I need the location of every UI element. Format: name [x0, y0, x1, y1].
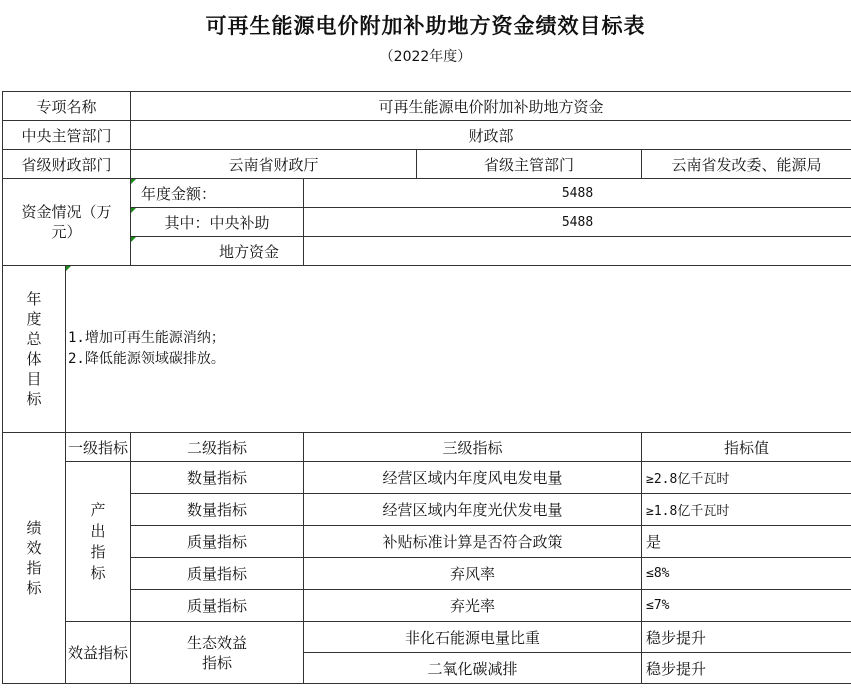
eco-label-text: 生态效益指标 [187, 633, 248, 672]
row-project [3, 92, 851, 121]
prov-finance-value: 云南省财政厅 [131, 150, 417, 179]
comment-marker-icon [131, 208, 136, 213]
prov-finance-label: 省级财政部门 [3, 150, 131, 179]
funds-label [3, 179, 131, 266]
page-subtitle: （2022年度） [379, 49, 472, 65]
funds-label-text: 资金情况（万元） [21, 203, 112, 241]
header-level2: 二级指标 [131, 433, 304, 462]
central-dept-value: 财政部 [131, 121, 851, 150]
row-l3: 弃风率 [304, 558, 642, 590]
indicators-label-text: 绩效指标 [26, 519, 42, 597]
row-l2: 质量指标 [131, 558, 304, 590]
eco-label [131, 622, 304, 684]
prov-dept-value: 云南省发改委、能源局 [642, 150, 851, 179]
row-value: ≤7% [642, 590, 851, 622]
comment-marker-icon [66, 266, 71, 271]
row-l3: 补贴标准计算是否符合政策 [304, 526, 642, 558]
funds-central-value: 5488 [304, 208, 851, 237]
output-label [66, 462, 131, 622]
project-label: 专项名称 [3, 92, 131, 121]
comment-marker-icon [131, 179, 136, 184]
central-dept-label: 中央主管部门 [3, 121, 131, 150]
funds-annual-label-text: 年度金额： [141, 184, 217, 203]
row-l3: 非化石能源电量比重 [304, 622, 642, 653]
row-value: 是 [642, 526, 851, 558]
prov-dept-label: 省级主管部门 [417, 150, 642, 179]
funds-local-value [304, 237, 851, 266]
row-value: 稳步提升 [642, 622, 851, 653]
output-label-text: 产出指标 [90, 500, 106, 582]
row-value: ≤8% [642, 558, 851, 590]
goal-content [66, 266, 851, 433]
performance-table [2, 91, 851, 684]
benefit-label: 效益指标 [66, 622, 131, 684]
goal-line-1: 1.增加可再生能源消纳； [68, 330, 225, 346]
row-value: 稳步提升 [642, 653, 851, 684]
table-row [3, 622, 851, 653]
row-value: ≥1.8亿千瓦时 [642, 494, 851, 526]
indicators-label [3, 433, 66, 684]
goal-label-text: 年度总体目标 [26, 290, 42, 408]
goal-line-2: 2.降低能源领域碳排放。 [68, 351, 225, 367]
goal-label [3, 266, 66, 433]
funds-central-label [131, 208, 304, 237]
funds-annual-label [131, 179, 304, 208]
row-l2: 数量指标 [131, 462, 304, 494]
row-l2: 质量指标 [131, 526, 304, 558]
funds-local-label-text: 地方资金 [219, 242, 280, 261]
header-value: 指标值 [642, 433, 851, 462]
row-funds-central [3, 208, 851, 237]
page-title: 可再生能源电价附加补助地方资金绩效目标表 [205, 14, 646, 38]
row-goal [3, 266, 851, 433]
header-level3: 三级指标 [304, 433, 642, 462]
row-funds-annual [3, 179, 851, 208]
table-row [3, 462, 851, 494]
row-l3: 弃光率 [304, 590, 642, 622]
table-row [3, 590, 851, 622]
row-prov [3, 150, 851, 179]
row-l2: 质量指标 [131, 590, 304, 622]
row-central-dept [3, 121, 851, 150]
table-row [3, 558, 851, 590]
row-l3: 二氧化碳减排 [304, 653, 642, 684]
funds-central-label-text: 其中：中央补助 [164, 213, 270, 232]
comment-marker-icon [131, 237, 136, 242]
funds-local-label [131, 237, 304, 266]
project-value: 可再生能源电价附加补助地方资金 [131, 92, 851, 121]
table-row [3, 494, 851, 526]
funds-annual-value: 5488 [304, 179, 851, 208]
table-row [3, 526, 851, 558]
header-level1: 一级指标 [66, 433, 131, 462]
row-indicator-header [3, 433, 851, 462]
row-l2: 数量指标 [131, 494, 304, 526]
row-funds-local [3, 237, 851, 266]
row-value: ≥2.8亿千瓦时 [642, 462, 851, 494]
row-l3: 经营区域内年度光伏发电量 [304, 494, 642, 526]
row-l3: 经营区域内年度风电发电量 [304, 462, 642, 494]
